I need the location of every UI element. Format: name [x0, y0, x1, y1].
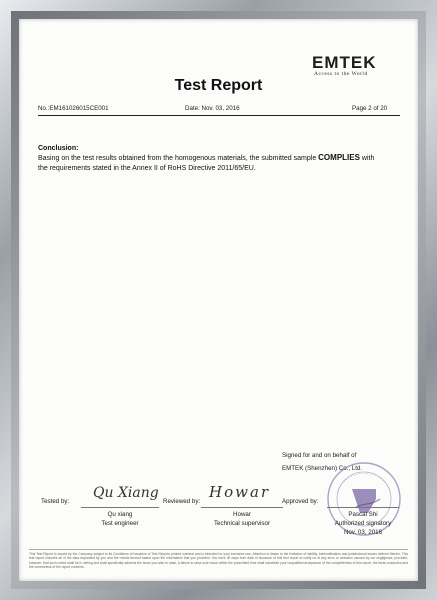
company-stamp: [324, 459, 404, 539]
reviewed-signature: Howar: [209, 483, 271, 501]
logo-name: EMTEK: [312, 53, 377, 72]
footer-rule: [29, 549, 408, 550]
reviewed-by-label: Reviewed by:: [163, 498, 201, 505]
tested-signature: Qu Xiang: [93, 485, 159, 501]
signed-for-line2: EMTEK (Shenzhen) Co., Ltd.: [282, 465, 363, 472]
tested-name: Qu xiang: [107, 511, 133, 518]
signed-for-line1: Signed for and on behalf of: [282, 452, 357, 459]
conclusion-text-part1: Basing on the test results obtained from the homogenous materials, the submitted sample: [38, 155, 319, 162]
page-number: Page 2 of 20: [352, 105, 388, 112]
approved-role: Authorized signatory: [334, 520, 392, 527]
report-title: Test Report: [174, 77, 263, 94]
reviewed-name: Howar: [233, 511, 251, 518]
company-logo: [312, 53, 377, 77]
tested-sign-line: [81, 507, 159, 508]
reviewed-sign-line: [201, 507, 283, 508]
approved-name: Pascal Shi: [348, 511, 378, 518]
report-date: Date: Nov. 03, 2016: [185, 105, 240, 112]
header-rule: [38, 115, 400, 116]
footer-disclaimer: This Test Report is issued by the Company subject to its Conditions of Issuance of Test Reports printed overleaf and is intended for your exclusive use. Attention is drawn to the limitation of liability, indemnification and jurisdictional issues defined therein. This test report includes all of the data requested by you and the results thereof based upon the information that you provided. You have 30 days from date of issuance of this test report to notify us of any error or omission caused by our negligence; provided, however, that such notice shall be in writing and shall specifically address the issue you wish to raise. A failure to raise such issue within the prescribed time shall constitute your unqualified acceptance of the completeness of this report, the tests conducted and the correctness of the report contents.: [29, 552, 408, 569]
conclusion-text: [38, 153, 404, 173]
logo-tagline: Access to the World: [314, 71, 368, 77]
tested-by-label: Tested by:: [41, 498, 70, 505]
conclusion-text-line2: the requirements stated in the Annex II of RoHS Directive 2011/65/EU.: [38, 164, 256, 172]
conclusion-heading: Conclusion:: [38, 145, 79, 152]
report-number: No.:EM161026015CE001: [38, 105, 109, 112]
stamp-seal-icon: [324, 459, 404, 539]
report-page: [19, 19, 418, 581]
reviewed-role: Technical supervisor: [213, 520, 271, 527]
approved-date: Nov. 03, 2016: [343, 529, 383, 536]
approved-sign-line: [327, 507, 399, 508]
conclusion-text-part2: with: [359, 155, 375, 162]
complies-keyword: COMPLIES: [318, 153, 360, 162]
approved-by-label: Approved by:: [282, 498, 319, 505]
tested-role: Test engineer: [101, 520, 139, 527]
